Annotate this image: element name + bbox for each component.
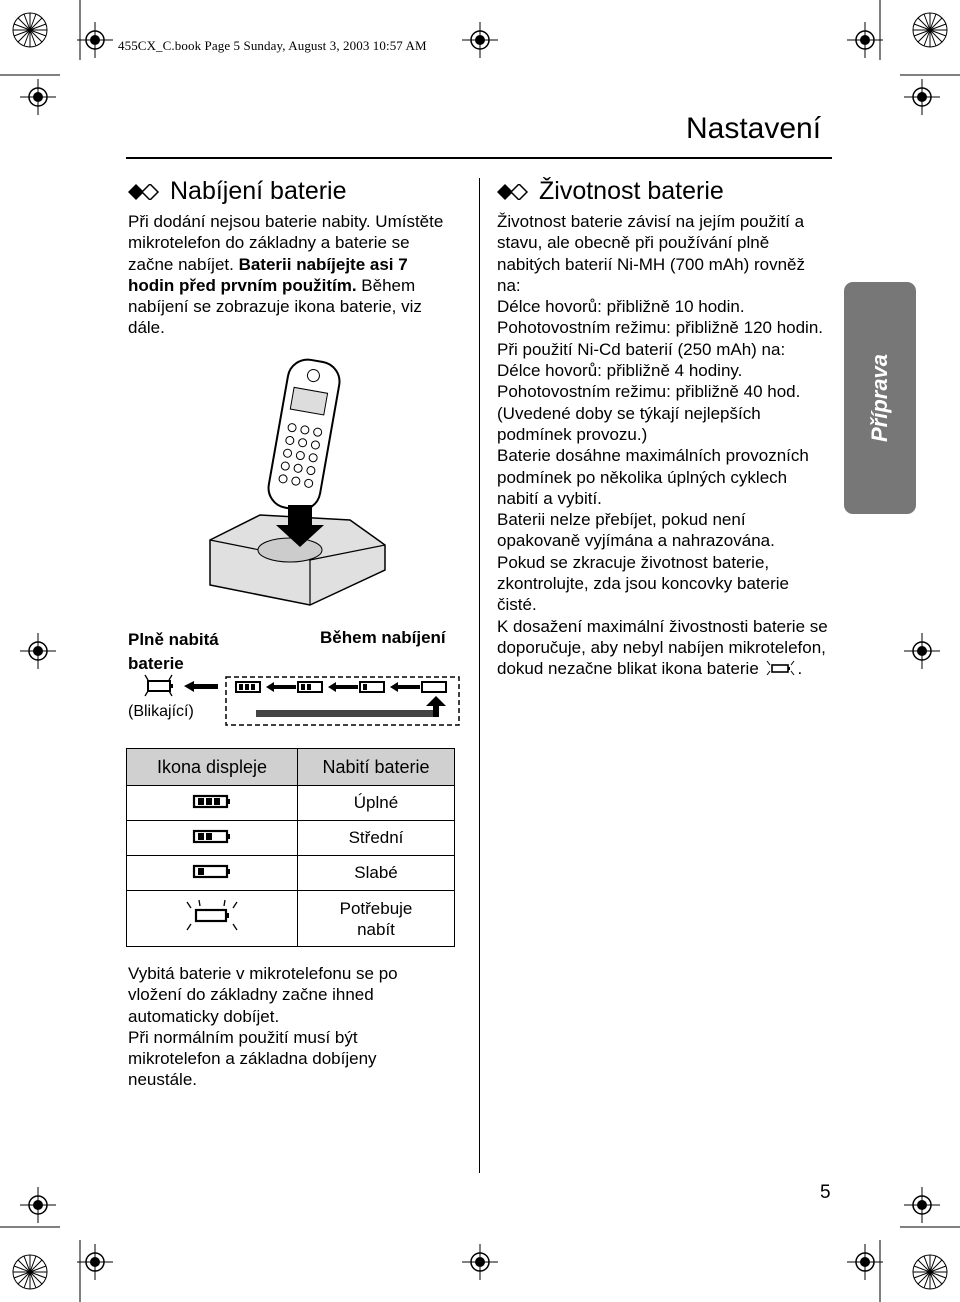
paragraph: Baterii nelze přebíjet, pokud není opakovaně vyjímána a nahrazována. — [497, 510, 775, 551]
paragraph: Délce hovorů: přibližně 4 hodiny. — [497, 361, 743, 381]
paragraph: Životnost baterie závisí na jejím použití a stavu, ale obecně při používání plně nabitých baterií Ni-MH (700 mAh) rovněž na: — [497, 212, 806, 295]
paragraph: Délce hovorů: přibližně 10 hodin. — [497, 297, 745, 317]
heading-text: Nabíjení baterie — [170, 177, 347, 205]
heading-text: Životnost baterie — [539, 177, 724, 205]
charging-sequence-diagram — [128, 672, 463, 728]
paragraph: Pohotovostním režimu: přibližně 120 hodin. — [497, 318, 824, 338]
title-rule — [126, 157, 832, 159]
battery-icon-table — [126, 748, 455, 947]
column-divider — [479, 178, 480, 1173]
charging-label: Během nabíjení — [320, 628, 446, 647]
charging-bold-text: Baterii nabíjejte asi 7 hodin před prvním použitím. — [128, 254, 408, 295]
battery-medium-icon — [127, 821, 298, 856]
table-header-charge: Nabití baterie — [298, 749, 455, 786]
heading-charging — [128, 177, 347, 206]
last-line-text: K dosažení maximální živostnosti baterie se doporučuje, aby nebyl nabíjen mikrotelefon, dokud nezačne blikat ikona baterie — [497, 616, 828, 679]
battery-empty-blinking-icon — [764, 659, 798, 677]
battery-empty-blinking-icon — [127, 891, 298, 947]
handset-in-base-illustration — [200, 355, 390, 615]
side-tab-label: Příprava — [867, 353, 892, 443]
paragraph: Při použití Ni-Cd baterií (250 mAh) na: — [497, 339, 786, 359]
table-cell-label: Slabé — [298, 856, 455, 891]
battery-life-text — [497, 211, 833, 680]
heading-battery-life — [497, 177, 724, 206]
paragraph-last — [497, 616, 833, 680]
diamonds-icon — [128, 184, 162, 200]
table-row — [127, 856, 455, 891]
last-line-end: . — [797, 659, 803, 679]
paragraph: Pohotovostním režimu: přibližně 40 hod. — [497, 382, 801, 402]
bottom-note: Vybitá baterie v mikrotelefonu se po vložení do základny začne ihned automaticky dobíjet. Při normálním použití musí být mikrotelefon a základna dobíjeny neustále. — [128, 964, 398, 1090]
charging-tail-text: Během nabíjení se zobrazuje ikona baterie, viz dále. — [128, 275, 422, 338]
table-cell-label: Střední — [298, 821, 455, 856]
battery-low-icon — [127, 856, 298, 891]
blinking-label: (Blikající) — [128, 703, 194, 720]
paragraph: Baterie dosáhne maximálních provozních podmínek po několika úplných cyklech nabití a vybití. — [497, 446, 809, 508]
side-tab — [844, 282, 916, 514]
page-number: 5 — [820, 1182, 831, 1203]
paragraph: (Uvedené doby se týkají nejlepších podmínek provozu.) — [497, 403, 761, 444]
table-row — [127, 821, 455, 856]
needs-charge-label: Potřebuje nabít — [339, 898, 413, 939]
print-header: 455CX_C.book Page 5 Sunday, August 3, 2003 10:57 AM — [118, 38, 427, 53]
table-cell-label — [298, 891, 455, 947]
diamonds-icon — [497, 184, 531, 200]
charging-paragraph — [128, 211, 458, 339]
table-row — [127, 891, 455, 947]
table-row — [127, 786, 455, 821]
table-header-icon: Ikona displeje — [127, 749, 298, 786]
table-cell-label: Úplné — [298, 786, 455, 821]
charging-text: Při dodání nejsou baterie nabity. Umístěte mikrotelefon do základny a baterie se začne nabíjet. — [128, 212, 444, 274]
battery-full-icon — [127, 786, 298, 821]
fully-charged-label: Plně nabitá baterie — [128, 630, 219, 673]
paragraph: Pokud se zkracuje životnost baterie, zkontrolujte, zda jsou koncovky baterie čisté. — [497, 552, 789, 615]
section-title: Nastavení — [686, 112, 822, 145]
